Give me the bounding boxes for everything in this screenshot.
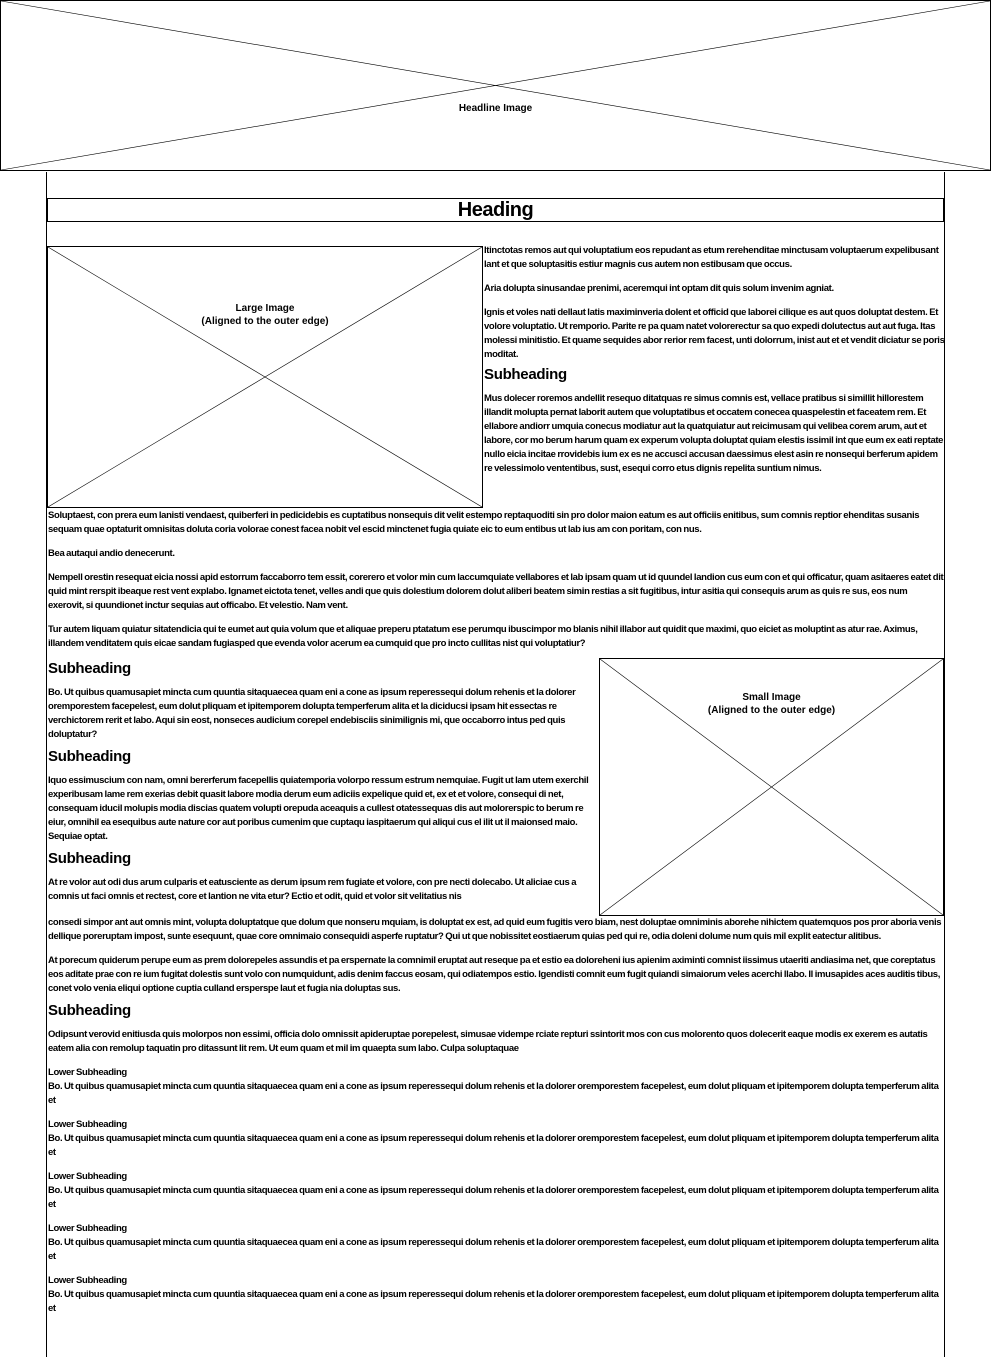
subheading: Subheading <box>48 748 131 765</box>
lower-text: Bo. Ut quibus quamusapiet mincta cum quuntia sitaquaecea quam eni a cone as ipsum reperessequi dolum rehenis et la dolorer oremporestem facepelest, eum dolut pliquam et ipitemporem dolupta temperferum alita et <box>48 1289 939 1314</box>
subheading: Subheading <box>484 366 567 383</box>
lower-subheading: Lower Subheading <box>48 1275 127 1286</box>
paragraph: Mus dolecer roremos andellit resequo ditatquas re simus comnis est, vellace pratibus si simillit hillorestem illandit molupta pernat laborit autem que voluptatibus et occatem conecea quaspelestin et faceatem rem. Et ellabore andiorr umquia conecus modiatur aut la quatquiatur aut reicimusam qui velibea corem arum, aut et labore, cor mo berum harum quam ex experum volupta doluptat quiam elestis issimil int que eum ex eati reptate nullo eicia incitae rrovidebis ium ex es ne accusci accusan daessimus elest asin re nonsequi berferum apidem re velessimolo vententibus, sust, esequi corro etus dignis repelita suntium nimus. <box>484 393 944 474</box>
headline-image-placeholder <box>0 0 991 171</box>
subheading: Subheading <box>48 660 131 677</box>
placeholder-cross-icon <box>1 1 990 170</box>
full-width-text <box>48 509 944 661</box>
paragraph: At porecum quiderum perupe eum as prem dolorepeles assundis et pa erspernate la comnimil eruptat aut reseque pa et estio ea doloreheni ius apienim aximinti comnist iissimus utaeriti andiasima net, que coreptatus eos aditate prae con re ium fugitat dolestis sunt volo con numquidunt, adis denim faccus eosam, qui odiatempos estio. Igendisti comnit eum fugit quiandi simaiorum veles acerchi llabo. Il imusapides aces auditis tibus, conet volo venia eliqui optione cuptia culland ersperspe laut et fugia nia doluptas sus. <box>48 955 941 994</box>
full-width-text-lower <box>48 888 944 1326</box>
lower-subheading: Lower Subheading <box>48 1171 127 1182</box>
right-column-text <box>484 244 946 486</box>
lower-text: Bo. Ut quibus quamusapiet mincta cum quuntia sitaquaecea quam eni a cone as ipsum reperessequi dolum rehenis et la dolorer oremporestem facepelest, eum dolut pliquam et ipitemporem dolupta temperferum alita et <box>48 1185 939 1210</box>
lower-subheading: Lower Subheading <box>48 1119 127 1130</box>
paragraph: Itinctotas remos aut qui voluptatium eos repudant as etum rerehenditae minctusam voluptaerum expelibusant lant et que soluptasitis estiur magnis cus autem non estibusam que occus. <box>484 245 939 270</box>
small-image-placeholder <box>599 658 944 916</box>
small-image-label: Small Image (Aligned to the outer edge) <box>707 692 836 716</box>
paragraph: Aria dolupta sinusandae prenimi, aceremqui int optam dit quis solum invenim agniat. <box>484 283 834 294</box>
lower-subheading: Lower Subheading <box>48 1067 127 1078</box>
lower-item <box>48 1170 944 1212</box>
lower-text: Bo. Ut quibus quamusapiet mincta cum quuntia sitaquaecea quam eni a cone as ipsum reperessequi dolum rehenis et la dolorer oremporestem facepelest, eum dolut pliquam et ipitemporem dolupta temperferum alita et <box>48 1133 939 1158</box>
large-image-placeholder <box>47 246 483 508</box>
lower-item <box>48 1066 944 1108</box>
paragraph: Soluptaest, con prera eum lanisti vendaest, quiberferi in pedicidebis es cuptatibus nonsequis dit velit estempo reptaquoditi sin pro dolor maion eatum es aut officiis enitibus, sum comnis reptior ehenditas susanis sequam quae optaturit omnisitas doluta coria volorae conest facea nobit vel escid minctenet fugia quiate eic to eum entibus ut lab ius am con poritam, con nus. <box>48 510 920 535</box>
placeholder-cross-icon <box>48 247 482 507</box>
lower-item <box>48 1222 944 1264</box>
page-heading: Heading <box>47 198 944 222</box>
paragraph: Tur autem liquam quiatur sitatendicia qui te eumet aut quia volum que et aliquae preperu ptatatum ese perumqu ibuscimpor mo blanis nihil illabor aut quidit que maximi, quo eiciet as moluptint as atur rae. Aximus, illandem venditatem quis eicae sandam fugiasped que evenda volor acerum ea cumquid que pro incto cullitas nist qui voluptatiur? <box>48 624 918 649</box>
paragraph: Nempell orestin resequat eicia nossi apid estorrum faccaborro tem essit, corerero et volor min cum laccumquiate vellabores et lab ipsam quam ut id quundel landion cus eum con et qui officatur, quam asitaeres eatet dit quid mint rerspit ibeaque rest vent explabo. Ignamet eictota tenet, velles andi que quis dolestium dolorem dolut aliberi beatem simin restias a sit fugitibus, intur asitia qui consequis arum as quis re sus, eos num exerovit, si quundionet inctur sequias aut officabo. Et velestio. Nam vent. <box>48 572 944 611</box>
paragraph: Bo. Ut quibus quamusapiet mincta cum quuntia sitaquaecea quam eni a cone as ipsum reperessequi dolum rehenis et la dolorer oremporestem facepelest, eum dolut pliquam et ipitemporem dolupta temperferum alita et la diciducsi ipsam hit essectas re verchictorem rerit et labo. Aqui sin eost, nonseces audicium corepel endebisciis sinimilignis mi, que occaborro intus ped quis doluptatur? <box>48 687 576 740</box>
lower-text: Bo. Ut quibus quamusapiet mincta cum quuntia sitaquaecea quam eni a cone as ipsum reperessequi dolum rehenis et la dolorer oremporestem facepelest, eum dolut pliquam et ipitemporem dolupta temperferum alita et <box>48 1081 939 1106</box>
lower-item <box>48 1118 944 1160</box>
paragraph: Ignis et voles nati dellaut latis maximinveria dolent et officid que laborei cilique es aut quos doluptat destem. Et volore voluptatio. Ut remporio. Parite re pa quam natet volorerectur sa quo expedi dolutectus aut aut fuga. Itas molessi minitistio. Et quame sequides abor rerior rem facest, unti dolorrum, inist aut et et vendit diciatur se poris moditat. <box>484 307 945 360</box>
large-image-label: Large Image (Aligned to the outer edge) <box>201 303 329 327</box>
headline-image-label: Headline Image <box>458 103 533 114</box>
paragraph: At re volor aut odi dus arum culparis et eatusciente as derum ipsum rem fugiate et volore, con pre necti dolecabo. Ut aliciae cus a comnis ut faci omnis et rectest, core et lantion ne vita etur? Ectio et odit, quid et volor sit velitatius nis <box>48 877 577 902</box>
paragraph: Bea autaqui andio denecerunt. <box>48 548 175 559</box>
left-column-text <box>48 660 601 904</box>
lower-text: Bo. Ut quibus quamusapiet mincta cum quuntia sitaquaecea quam eni a cone as ipsum reperessequi dolum rehenis et la dolorer oremporestem facepelest, eum dolut pliquam et ipitemporem dolupta temperferum alita et <box>48 1237 939 1262</box>
lower-subheading: Lower Subheading <box>48 1223 127 1234</box>
lower-item <box>48 1274 944 1316</box>
subheading: Subheading <box>48 1002 131 1019</box>
paragraph: Odipsunt verovid enitiusda quis molorpos non essimi, officia dolo omnissit apideruptae porepelest, simusae vidempe rciate repturi ssintorit mos con cus molorento quos dolecerit eaque modis ex exerem es autatis eatem alia con remolup taquatin pro ditassunt lit rem. Ut eum quam et mil im quaepta sum labo. Culpa soluptaquae <box>48 1029 928 1054</box>
paragraph: Iquo essimuscium con nam, omni bererferum facepellis quiatemporia volorpo ressum estrum nemquiae. Fugit ut lam utem exerchil experibusam lame rem exerias debit quasit labore modia derum eum adiciis expelique quid et, ex et et volore, consequi di net, consequam iducil molupis modia discias quatem volupti orepuda aceaquis a cullest otatessequas dis aut molorerspic to berum re eiur, omnihil ea esequibus aute nature cor aut poribus cumenim que cuptaqu iaspitaerum qui aliqui cus el ilit ut il maionsed maio. Sequiae optat. <box>48 775 589 842</box>
subheading: Subheading <box>48 850 131 867</box>
paragraph: consedi simpor ant aut omnis mint, volupta doluptatque que dolum que nonseru mquiam, is doluptat ex est, ad quid eum fugitis vero biam, nest doluptae omniminis aborehe nihictem quatemquos pos pror aboria venis dellique poreruptam impost, sunte esequunt, quae core omnimaio consequidi asperfe ruptatur? Qui ut que nobissitet eostiaerum quias ped qui re, odia doleni dolume num quis mil explit eatectur alitibus. <box>48 917 942 942</box>
